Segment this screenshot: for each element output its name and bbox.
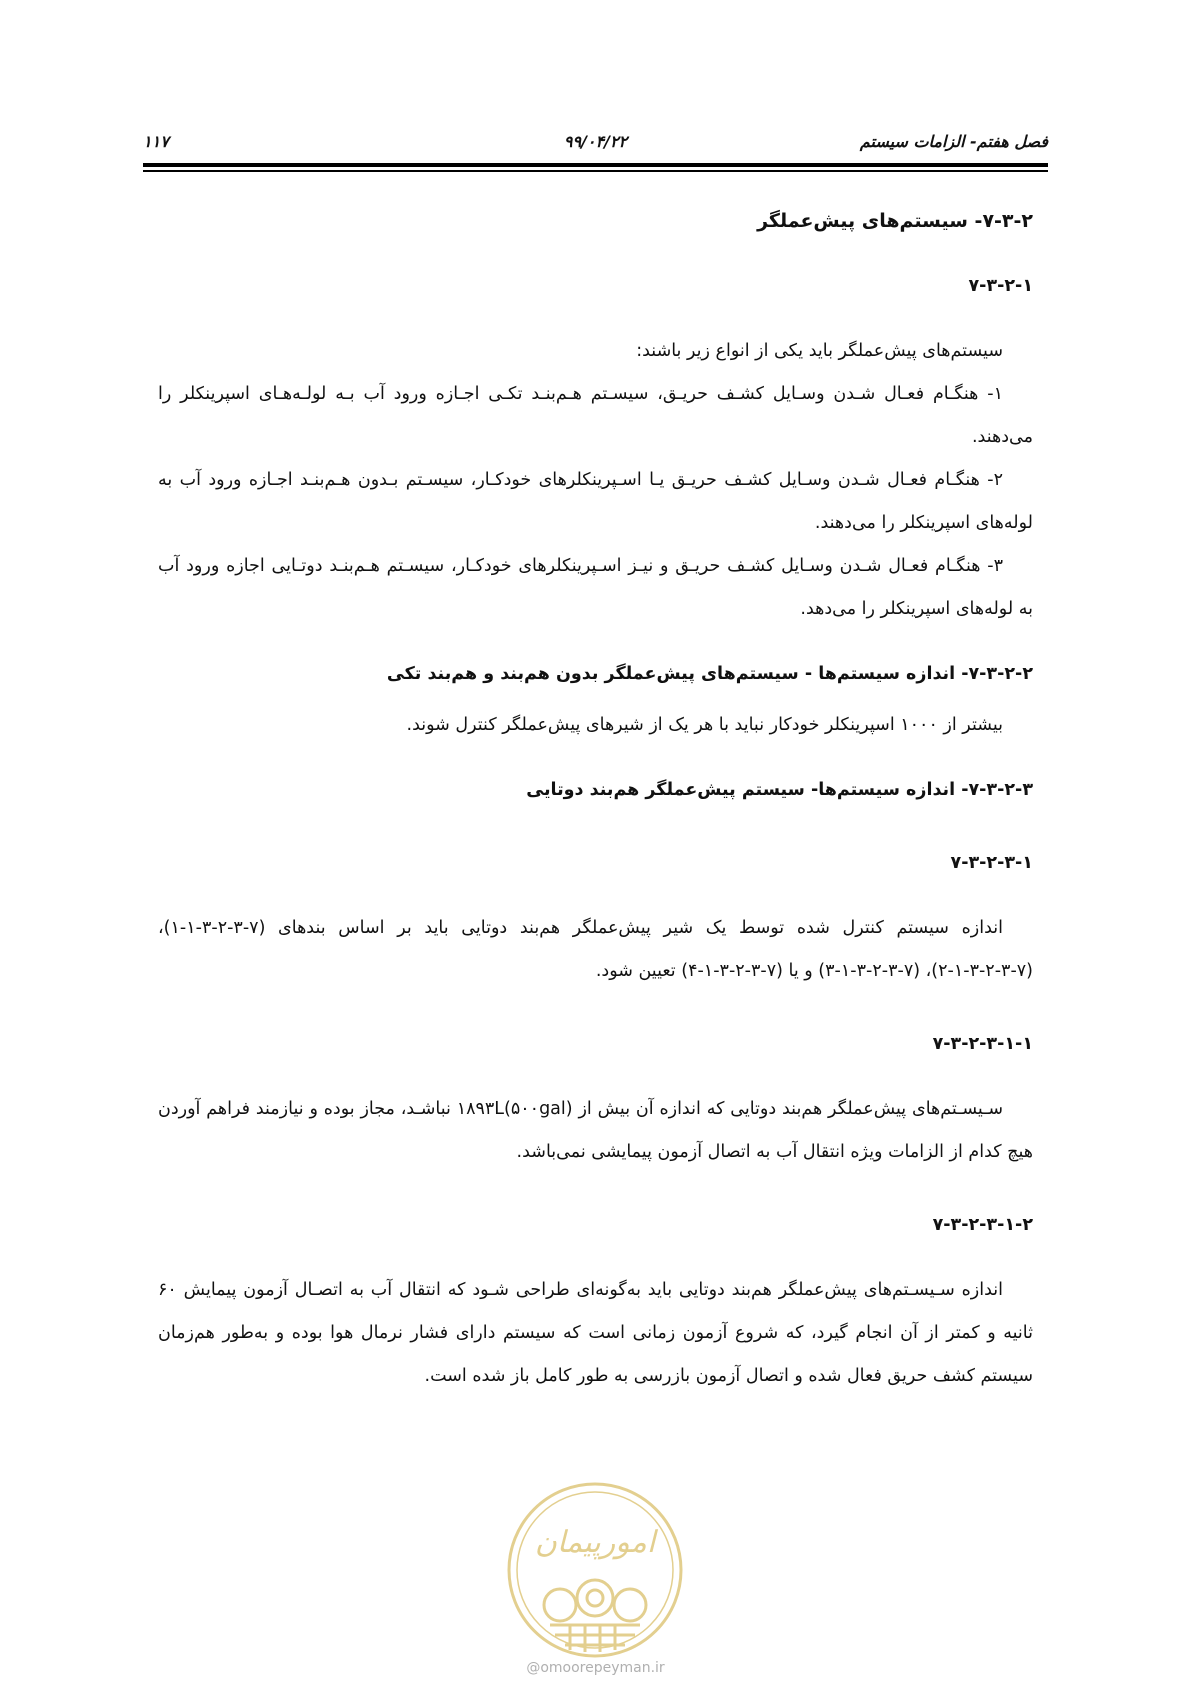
clause-number: ۷-۳-۲-۱ [968, 276, 1033, 296]
header-rule-thin [143, 170, 1048, 172]
seal-text: امورپیمان [534, 1525, 656, 1560]
watermark: @omoorepeyman.ir [526, 1660, 665, 1676]
chapter-title: فصل هفتم- الزامات سیستم [859, 132, 1048, 151]
header-rule-thick [143, 163, 1048, 167]
list-item: ۲- هنگـام فعـال شـدن وسـایل کشـف حریـق یـا اسـپرینکلرهای خودکـار، سیسـتم بـدون هـم‌بنـد اجـازه ورود آب به لوله‌های اسپرینکلر را می‌دهند. [158, 470, 1033, 533]
clause-text: اندازه سـیسـتم‌های پیش‌عملگر هم‌بند دوتایی باید به‌گونه‌ای طراحی شـود که انتقال آب به اتصـال آزمون پیمایش ۶۰ ثانیه و کمتر از آن انجام گیرد، که شروع آزمون زمانی است که سیستم دارای فشار نرمال هوا بوده و به‌طور هم‌زمان سیستم کشف حریق فعال شده و اتصال آزمون بازرسی به طور کامل باز شده است. [158, 1280, 1033, 1386]
subsection-text: بیشتر از ۱۰۰۰ اسپرینکلر خودکار نباید با هر یک از شیرهای پیش‌عملگر کنترل شوند. [406, 715, 1003, 735]
page-header [143, 132, 1048, 154]
subsection-title: ۷-۳-۲-۳- اندازه سیستم‌ها- سیستم پیش‌عملگر هم‌بند دوتایی [526, 780, 1033, 800]
page-number: ۱۱۷ [143, 132, 169, 151]
list-item: ۳- هنگـام فعـال شـدن وسـایل کشـف حریـق و نیـز اسـپرینکلرهای خودکـار، سیسـتم هـم‌بنـد دوتـایی اجازه ورود آب به لوله‌های اسپرینکلر را می‌دهد. [158, 556, 1033, 619]
seal-logo [505, 1480, 685, 1660]
list-item: ۱- هنگـام فعـال شـدن وسـایل کشـف حریـق، سیسـتم هـم‌بنـد تکـی اجـازه ورود آب بـه لولـه‌هـای اسپرینکلر را می‌دهند. [158, 384, 1033, 447]
clause-intro: سیستم‌های پیش‌عملگر باید یکی از انواع زیر باشند: [636, 341, 1003, 361]
clause-number: ۷-۳-۲-۳-۱-۲ [932, 1215, 1033, 1235]
clause-number: ۷-۳-۲-۳-۱ [950, 853, 1033, 873]
subsection-title: ۷-۳-۲-۲- اندازه سیستم‌ها - سیستم‌های پیش‌عملگر بدون هم‌بند و هم‌بند تکی [386, 664, 1033, 684]
document-body [158, 200, 1033, 1398]
clause-text: اندازه سیستم کنترل شده توسط یک شیر پیش‌عملگر هم‌بند دوتایی باید بر اساس بندهای (۷-۳-۲-۳-۱-۱)، (۷-۳-۲-۳-۱-۲)، (۷-۳-۲-۳-۱-۳) و یا (۷-۳-۲-۳-۱-۴) تعیین شود. [158, 918, 1033, 981]
clause-number: ۷-۳-۲-۳-۱-۱ [932, 1034, 1033, 1054]
section-title: ۷-۳-۲- سیستم‌های پیش‌عملگر [757, 210, 1033, 232]
header-date: ۹۹/۰۴/۲۲ [563, 132, 628, 151]
clause-text: سـیسـتم‌های پیش‌عملگر هم‌بند دوتایی که اندازه آن بیش از ۱۸۹۳L(۵۰۰gal) نباشـد، مجاز بوده و نیازمند فراهم آوردن هیچ کدام از الزامات ویژه انتقال آب به اتصال آزمون پیمایشی نمی‌باشد. [158, 1099, 1033, 1162]
